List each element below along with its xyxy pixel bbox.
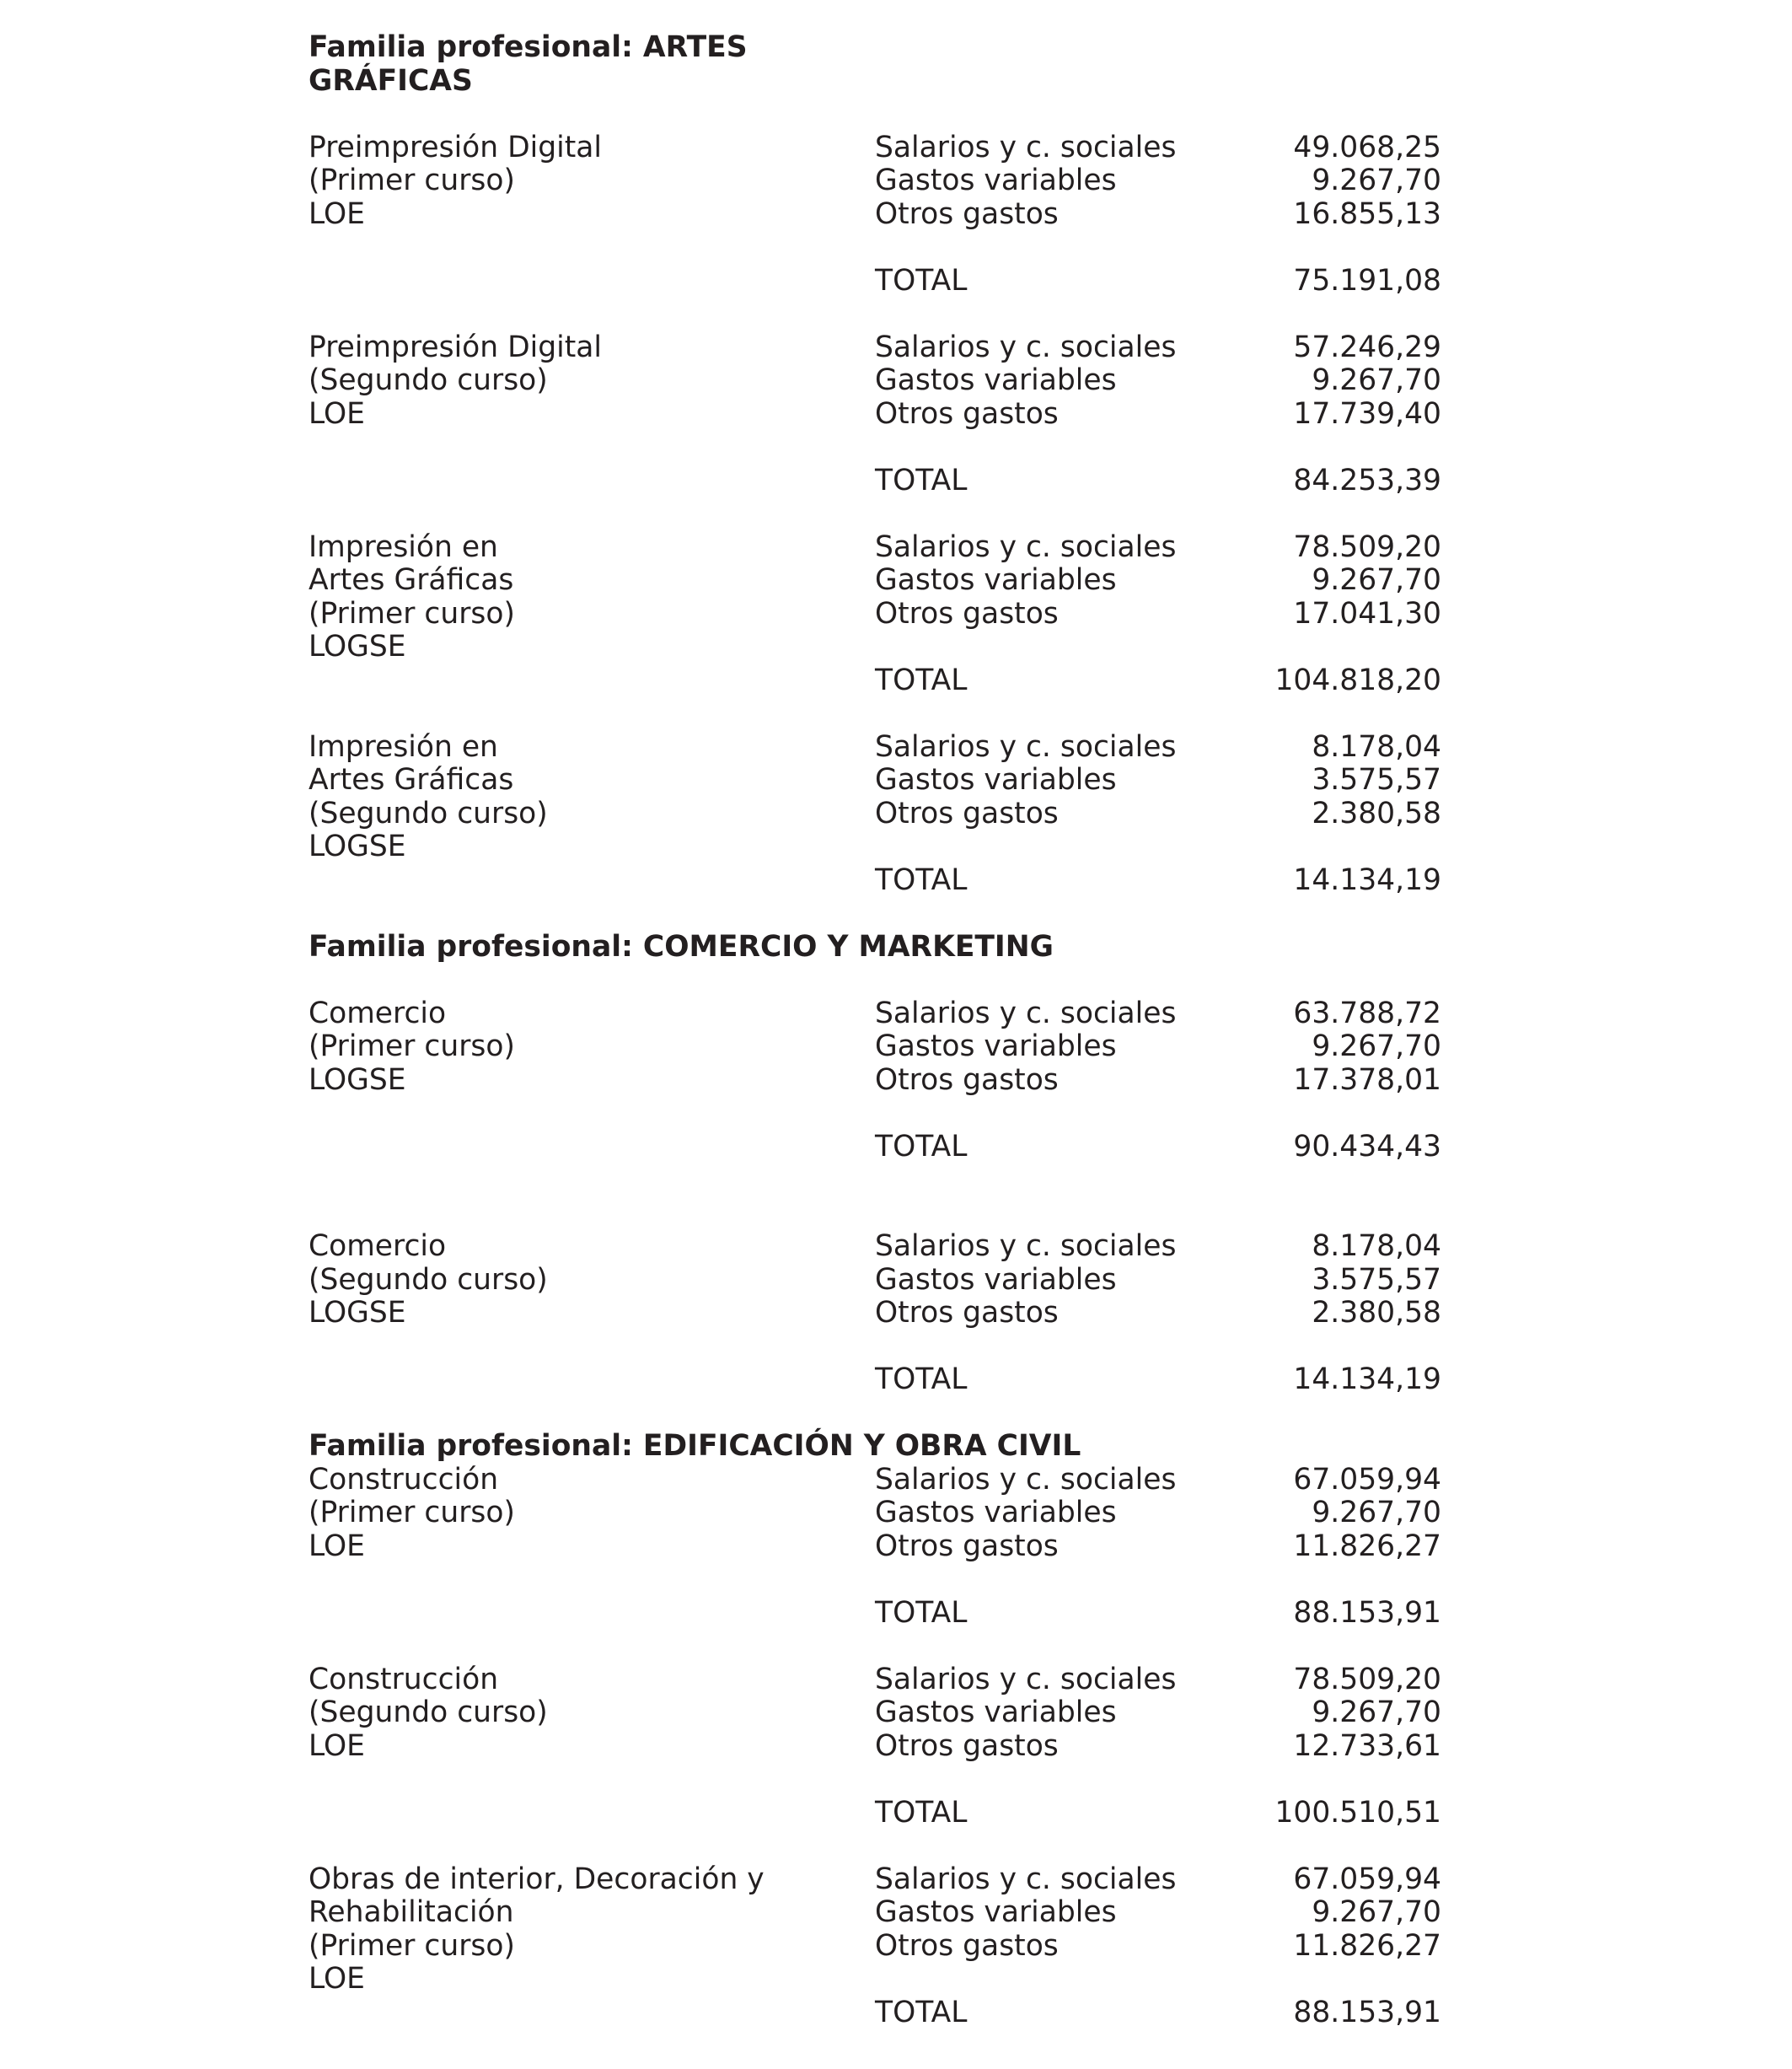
cost-amount: 17.041,30 xyxy=(1293,596,1441,631)
cost-amount: 78.509,20 xyxy=(1293,1662,1441,1696)
total-amount: 75.191,08 xyxy=(1293,263,1441,298)
cost-amount: 67.059,94 xyxy=(1293,1462,1441,1497)
cost-label: Otros gastos xyxy=(875,1928,1059,1963)
cost-label: Salarios y c. sociales xyxy=(875,130,1177,164)
cost-label: Gastos variables xyxy=(875,763,1117,797)
course-name-line: (Primer curso) xyxy=(309,596,515,631)
cost-amount: 49.068,25 xyxy=(1293,130,1441,164)
cost-label: Otros gastos xyxy=(875,596,1059,631)
course-name-line: LOE xyxy=(309,396,365,431)
cost-amount: 8.178,04 xyxy=(1312,1229,1441,1263)
cost-label: Gastos variables xyxy=(875,1029,1117,1063)
cost-label: Salarios y c. sociales xyxy=(875,1229,1177,1263)
cost-label: Salarios y c. sociales xyxy=(875,1662,1177,1696)
course-name-line: Preimpresión Digital xyxy=(309,130,602,164)
section-heading: Familia profesional: ARTES xyxy=(309,30,748,64)
total-label: TOTAL xyxy=(875,1129,968,1163)
cost-amount: 57.246,29 xyxy=(1293,330,1441,364)
cost-label: Gastos variables xyxy=(875,1262,1117,1297)
cost-label: Otros gastos xyxy=(875,196,1059,231)
course-name-line: (Primer curso) xyxy=(309,164,515,197)
course-name-line: Comercio xyxy=(309,1229,447,1263)
total-amount: 90.434,43 xyxy=(1293,1129,1441,1163)
course-name-line: LOE xyxy=(309,1728,365,1763)
cost-amount: 9.267,70 xyxy=(1312,1895,1441,1929)
cost-amount: 9.267,70 xyxy=(1312,363,1441,397)
total-label: TOTAL xyxy=(875,1362,968,1396)
cost-amount: 8.178,04 xyxy=(1312,729,1441,764)
course-name-line: Construcción xyxy=(309,1662,499,1696)
section-heading: Familia profesional: EDIFICACIÓN Y OBRA CIVIL xyxy=(309,1429,1081,1463)
course-name-line: Construcción xyxy=(309,1462,499,1497)
cost-amount: 2.380,58 xyxy=(1312,1296,1441,1330)
cost-label: Otros gastos xyxy=(875,1062,1059,1097)
course-name-line: LOGSE xyxy=(309,1062,406,1097)
total-label: TOTAL xyxy=(875,1995,968,2029)
cost-amount: 17.739,40 xyxy=(1293,396,1441,431)
cost-label: Gastos variables xyxy=(875,1895,1117,1929)
cost-label: Salarios y c. sociales xyxy=(875,1862,1177,1896)
cost-amount: 9.267,70 xyxy=(1312,1029,1441,1063)
cost-amount: 2.380,58 xyxy=(1312,796,1441,830)
cost-amount: 11.826,27 xyxy=(1293,1529,1441,1563)
course-name-line: Artes Gráficas xyxy=(309,763,514,797)
section-heading: Familia profesional: COMERCIO Y MARKETING xyxy=(309,929,1054,964)
section-heading: GRÁFICAS xyxy=(309,63,473,98)
cost-amount: 78.509,20 xyxy=(1293,529,1441,564)
course-name-line: (Segundo curso) xyxy=(309,363,548,397)
total-amount: 104.818,20 xyxy=(1274,663,1441,697)
cost-label: Salarios y c. sociales xyxy=(875,1462,1177,1497)
total-label: TOTAL xyxy=(875,1595,968,1630)
cost-label: Salarios y c. sociales xyxy=(875,996,1177,1030)
course-name-line: (Segundo curso) xyxy=(309,796,548,830)
course-name-line: Rehabilitación xyxy=(309,1895,514,1929)
cost-amount: 63.788,72 xyxy=(1293,996,1441,1030)
cost-label: Gastos variables xyxy=(875,164,1117,197)
cost-amount: 17.378,01 xyxy=(1293,1062,1441,1097)
total-amount: 100.510,51 xyxy=(1274,1795,1441,1830)
course-name-line: (Primer curso) xyxy=(309,1928,515,1963)
course-name-line: LOE xyxy=(309,196,365,231)
course-name-line: Preimpresión Digital xyxy=(309,330,602,364)
cost-label: Salarios y c. sociales xyxy=(875,729,1177,764)
cost-label: Otros gastos xyxy=(875,1728,1059,1763)
total-label: TOTAL xyxy=(875,663,968,697)
total-amount: 88.153,91 xyxy=(1293,1595,1441,1630)
course-name-line: Obras de interior, Decoración y xyxy=(309,1862,765,1896)
course-name-line: (Segundo curso) xyxy=(309,1262,548,1297)
course-name-line: LOGSE xyxy=(309,630,406,664)
course-name-line: LOE xyxy=(309,1529,365,1563)
course-name-line: LOGSE xyxy=(309,1296,406,1330)
cost-amount: 12.733,61 xyxy=(1293,1728,1441,1763)
cost-label: Gastos variables xyxy=(875,1496,1117,1529)
total-label: TOTAL xyxy=(875,1795,968,1830)
cost-label: Otros gastos xyxy=(875,796,1059,830)
cost-amount: 9.267,70 xyxy=(1312,164,1441,197)
total-amount: 14.134,19 xyxy=(1293,863,1441,897)
course-name-line: (Primer curso) xyxy=(309,1029,515,1063)
cost-label: Gastos variables xyxy=(875,363,1117,397)
cost-amount: 16.855,13 xyxy=(1293,196,1441,231)
cost-amount: 9.267,70 xyxy=(1312,1496,1441,1529)
course-name-line: (Primer curso) xyxy=(309,1496,515,1529)
total-label: TOTAL xyxy=(875,463,968,497)
course-name-line: Comercio xyxy=(309,996,447,1030)
course-name-line: LOE xyxy=(309,1962,365,1996)
total-label: TOTAL xyxy=(875,263,968,298)
cost-amount: 3.575,57 xyxy=(1312,1262,1441,1297)
course-name-line: Impresión en xyxy=(309,729,498,764)
cost-label: Gastos variables xyxy=(875,1696,1117,1729)
course-name-line: Impresión en xyxy=(309,529,498,564)
total-amount: 84.253,39 xyxy=(1293,463,1441,497)
course-name-line: LOGSE xyxy=(309,830,406,863)
cost-amount: 11.826,27 xyxy=(1293,1928,1441,1963)
cost-amount: 9.267,70 xyxy=(1312,1696,1441,1729)
cost-amount: 9.267,70 xyxy=(1312,563,1441,597)
cost-label: Otros gastos xyxy=(875,1296,1059,1330)
cost-label: Otros gastos xyxy=(875,1529,1059,1563)
cost-label: Gastos variables xyxy=(875,563,1117,597)
total-amount: 88.153,91 xyxy=(1293,1995,1441,2029)
course-name-line: Artes Gráficas xyxy=(309,563,514,597)
cost-amount: 3.575,57 xyxy=(1312,763,1441,797)
cost-label: Otros gastos xyxy=(875,396,1059,431)
cost-amount: 67.059,94 xyxy=(1293,1862,1441,1896)
cost-label: Salarios y c. sociales xyxy=(875,529,1177,564)
cost-label: Salarios y c. sociales xyxy=(875,330,1177,364)
total-amount: 14.134,19 xyxy=(1293,1362,1441,1396)
course-name-line: (Segundo curso) xyxy=(309,1696,548,1729)
total-label: TOTAL xyxy=(875,863,968,897)
